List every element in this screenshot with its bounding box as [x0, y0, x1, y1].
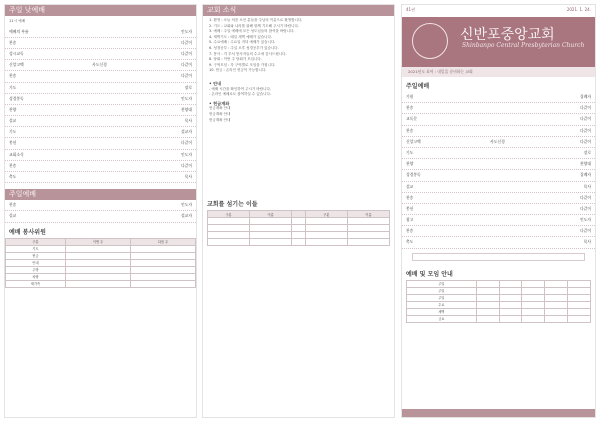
schedule-row	[6, 259, 196, 266]
evening-row-right: 인도자	[180, 202, 192, 208]
liturgy-row-right: 인도자	[180, 28, 192, 34]
meetings-cell	[568, 301, 591, 308]
yearly-theme: 2021년도 표어 : 내일을 준비하는 교회	[402, 67, 595, 77]
servants-cell	[347, 218, 389, 225]
liturgy-row-right: 다같이	[180, 162, 192, 168]
evening-row-right: 설교자	[180, 213, 192, 219]
volume-number: 41권	[406, 7, 415, 12]
worship-row-right: 집례자	[579, 94, 591, 99]
servants-cell	[347, 232, 389, 239]
worship-row-left: 축도	[406, 239, 414, 245]
meetings-cell	[522, 315, 545, 322]
meetings-cell	[568, 315, 591, 322]
schedule-cell	[131, 245, 196, 252]
worship-row-right: 목사	[583, 239, 591, 245]
meetings-cell	[568, 287, 591, 294]
schedule-cell	[131, 252, 196, 259]
evening-row-left: 찬송	[9, 202, 17, 208]
meetings-cell	[545, 287, 568, 294]
worship-row-left: 설교	[406, 183, 414, 189]
servants-cell	[305, 232, 347, 239]
evening-worship-title: 주일예배	[5, 189, 196, 200]
schedule-cell: 기도	[6, 245, 66, 252]
schedule-row	[6, 280, 196, 287]
notice-item: 1. 환영 : 오늘 처음 오신 분들을 주님의 이름으로 환영합니다.	[209, 18, 303, 22]
liturgy-row-right: 다같이	[180, 39, 192, 45]
schedule-header	[6, 238, 196, 245]
worship-title: 주일예배	[406, 83, 430, 90]
meetings-cell	[476, 301, 499, 308]
worship-row-left: 찬송	[406, 228, 414, 234]
liturgy-row-right: 장로	[184, 84, 192, 90]
worship-row-left: 봉헌	[406, 205, 414, 211]
church-name-english: Shinbanpo Central Presbyterian Church	[462, 42, 585, 49]
schedule-cell	[66, 259, 131, 266]
notice-item: 8. 당회 : 이번 주 당회가 모입니다.	[209, 57, 262, 62]
guide-lines	[209, 87, 388, 98]
servants-cell	[208, 232, 250, 239]
liturgy-row-left: 교회소식	[9, 151, 24, 157]
servants-cell	[305, 218, 347, 225]
liturgy-row	[5, 27, 196, 38]
servants-cell	[305, 225, 347, 232]
notice-item: 3. 예배 : 주일 예배에 모든 성도님들의 참석을 바랍니다.	[209, 29, 295, 34]
schedule-cell: 헌금	[6, 252, 66, 259]
notice-item: 5. 수요예배 : 수요일 저녁 예배가 있습니다.	[209, 40, 276, 45]
schedule-header-cell: 구분	[6, 238, 66, 245]
main-worship-title: 주일 낮예배	[5, 5, 196, 16]
servants-header-cell: 구분	[305, 211, 347, 218]
meetings-cell	[499, 315, 522, 322]
meetings-cell	[545, 315, 568, 322]
meetings-cell	[476, 315, 499, 322]
worship-row-left: 찬송	[406, 127, 414, 133]
worship-row-left: 광고	[406, 217, 414, 223]
worship-row-center: 사도신경	[490, 138, 505, 144]
liturgy-row-left: 기도	[9, 129, 17, 135]
worship-row-right: 다같이	[579, 205, 591, 211]
meetings-cell	[522, 294, 545, 301]
meetings-cell	[568, 308, 591, 315]
account-subtitle: • 헌금계좌	[209, 100, 230, 106]
liturgy-row-left: 설교	[9, 118, 17, 124]
church-news-title: 교회 소식	[203, 5, 394, 16]
meetings-cell: 주일	[407, 294, 477, 301]
servants-cell	[208, 218, 250, 225]
servants-row	[208, 225, 390, 232]
worship-row-left: 찬송	[406, 105, 414, 111]
liturgy-row-right: 찬양대	[180, 106, 192, 112]
liturgy-row-right: 인도자	[180, 95, 192, 101]
meetings-cell	[522, 287, 545, 294]
liturgy-row	[5, 71, 196, 82]
meetings-cell: 새벽	[407, 308, 477, 315]
liturgy-row-right: 다같이	[180, 140, 192, 146]
worship-row-right: 다같이	[579, 138, 591, 144]
liturgy-row	[5, 94, 196, 105]
meetings-cell	[568, 280, 591, 287]
worship-row	[402, 148, 595, 159]
liturgy-row	[5, 38, 196, 49]
liturgy-row	[5, 127, 196, 138]
worship-row-left: 성경봉독	[406, 172, 421, 178]
worship-row-right: 다같이	[579, 116, 591, 122]
meetings-cell	[545, 294, 568, 301]
worship-row-left: 교독문	[406, 116, 418, 122]
church-name-korean: 신반포중앙교회	[460, 27, 555, 43]
schedule-header-cell: 이번 주	[66, 238, 131, 245]
liturgy-row	[5, 138, 196, 149]
meetings-cell	[499, 280, 522, 287]
bulletin-panel-left	[4, 4, 197, 418]
meetings-cell: 주일	[407, 287, 477, 294]
worship-row-left: 기도	[406, 149, 414, 155]
account-line: 헌금계좌 안내	[209, 111, 231, 116]
notice-item: 4. 새벽기도 : 매일 새벽 예배가 있습니다.	[209, 34, 273, 39]
notice-item: 9. 구역모임 : 각 구역별로 모임을 가집니다.	[209, 62, 276, 67]
notice-item: 2. 기도 : 교회와 나라를 위해 함께 기도해 주시기 바랍니다.	[209, 23, 300, 28]
liturgy-row	[5, 49, 196, 60]
worship-row	[402, 103, 595, 114]
liturgy-row-right: 다같이	[180, 62, 192, 68]
worship-row-right: 다같이	[579, 228, 591, 234]
liturgy-row-right: 목사	[184, 174, 192, 180]
servants-cell	[292, 218, 306, 225]
servants-cell	[292, 225, 306, 232]
meetings-cell	[476, 308, 499, 315]
scripture-quote	[412, 253, 585, 261]
servants-cell	[292, 232, 306, 239]
liturgy-row	[5, 83, 196, 94]
servants-cell	[347, 239, 389, 246]
liturgy-row	[5, 60, 196, 71]
worship-row	[402, 126, 595, 137]
schedule-cell: 새가족	[6, 280, 66, 287]
cover-header	[402, 7, 595, 67]
worship-row-right: 다같이	[579, 105, 591, 111]
worship-row-right: 인도자	[579, 217, 591, 223]
guide-line: - 예배 시간을 확인하여 주시기 바랍니다.	[209, 86, 272, 91]
liturgy-row	[5, 116, 196, 127]
schedule-cell	[66, 266, 131, 273]
schedule-row	[6, 266, 196, 273]
bulletin-panel-cover	[401, 4, 596, 418]
liturgy-row-left: 기도	[9, 84, 17, 90]
liturgy-row-right: 인도자	[180, 151, 192, 157]
liturgy-row-left: 성시교독	[9, 50, 24, 56]
worship-row-right: 집례자	[579, 172, 591, 178]
liturgy-row-left: 찬송	[9, 162, 17, 168]
meetings-cell	[476, 287, 499, 294]
bulletin-panel-middle	[202, 4, 395, 418]
meetings-cell	[522, 308, 545, 315]
evening-liturgy-list	[5, 200, 196, 222]
meetings-cell	[499, 294, 522, 301]
meetings-row	[407, 287, 591, 294]
liturgy-row-left: 성경봉독	[9, 95, 24, 101]
schedule-cell	[66, 273, 131, 280]
liturgy-row-left: 찬송	[9, 39, 17, 45]
liturgy-row-right: 다같이	[180, 73, 192, 79]
worship-row	[402, 182, 595, 193]
schedule-row	[6, 245, 196, 252]
worship-row	[402, 226, 595, 237]
meetings-row	[407, 301, 591, 308]
meetings-cell: 수요	[407, 301, 477, 308]
worship-row	[402, 204, 595, 215]
meetings-table	[406, 280, 591, 323]
worship-row-left: 찬양	[406, 161, 414, 167]
meetings-cell	[545, 280, 568, 287]
meetings-cell	[499, 301, 522, 308]
worship-row	[402, 137, 595, 148]
worship-row-right: 장로	[583, 149, 591, 155]
church-logo-icon	[412, 23, 448, 59]
servants-cell	[305, 239, 347, 246]
schedule-cell	[66, 245, 131, 252]
servants-cell	[250, 239, 292, 246]
worship-row-left: 신앙고백	[406, 138, 421, 144]
servants-row	[208, 218, 390, 225]
schedule-cell	[131, 259, 196, 266]
notice-item: 7. 봉사 : 각 부서 봉사자들의 수고에 감사드립니다.	[209, 51, 287, 56]
worship-row-left: 찬송	[406, 194, 414, 200]
service-schedule-table	[5, 238, 196, 288]
servants-header-cell: 구분	[208, 211, 250, 218]
account-line: 헌금계좌 안내	[209, 117, 231, 122]
schedule-cell	[131, 273, 196, 280]
worship-row-right: 다같이	[579, 194, 591, 200]
meetings-cell	[522, 280, 545, 287]
worship-row-right: 다같이	[579, 127, 591, 133]
liturgy-row-right: 설교자	[180, 129, 192, 135]
liturgy-row-left: 신앙고백	[9, 62, 24, 68]
servants-row	[208, 232, 390, 239]
church-address-footer	[402, 409, 595, 417]
bulletin-date: 2021. 1. 24.	[566, 7, 591, 12]
cover-liturgy-list	[402, 92, 595, 249]
servants-header-cell	[292, 211, 306, 218]
schedule-title: 예배 봉사위원	[9, 228, 46, 236]
liturgy-row-right: 목사	[184, 118, 192, 124]
worship-row	[402, 92, 595, 103]
servants-row	[208, 239, 390, 246]
meetings-title: 예배 및 모임 안내	[406, 270, 453, 278]
liturgy-row-left: 찬양	[9, 106, 17, 112]
meetings-row	[407, 280, 591, 287]
liturgy-row-left: 예배의 부름	[9, 28, 29, 34]
worship-row	[402, 215, 595, 226]
schedule-row	[6, 273, 196, 280]
guide-subtitle: • 안내	[209, 80, 222, 86]
servants-cell	[208, 225, 250, 232]
schedule-cell	[131, 266, 196, 273]
meetings-cell	[545, 308, 568, 315]
meetings-cell	[476, 294, 499, 301]
liturgy-list	[5, 27, 196, 184]
evening-row	[5, 200, 196, 211]
liturgy-row	[5, 161, 196, 172]
guide-line: - 온라인 예배로도 참여하실 수 있습니다.	[209, 92, 272, 97]
meetings-cell	[545, 301, 568, 308]
notice-item: 6. 성경공부 : 주일 오후 성경공부가 있습니다.	[209, 45, 279, 50]
liturgy-row-left: 찬송	[9, 73, 17, 79]
servants-table	[207, 210, 390, 246]
worship-row	[402, 193, 595, 204]
meetings-row	[407, 315, 591, 322]
schedule-cell	[66, 252, 131, 259]
meetings-cell	[522, 301, 545, 308]
servants-cell	[292, 239, 306, 246]
liturgy-row-left: 봉헌	[9, 140, 17, 146]
worship-row-right: 찬양대	[579, 161, 591, 167]
servants-cell	[208, 239, 250, 246]
meetings-cell: 금요	[407, 315, 477, 322]
worship-row-left: 기원	[406, 94, 414, 99]
account-lines	[209, 106, 388, 123]
schedule-cell: 차량	[6, 273, 66, 280]
worship-row	[402, 237, 595, 248]
liturgy-row-left: 축도	[9, 174, 17, 180]
servants-cell	[250, 225, 292, 232]
meetings-row	[407, 294, 591, 301]
account-line: 헌금계좌 안내	[209, 106, 231, 111]
worship-subtitle: 11시 예배	[9, 19, 26, 23]
servants-cell	[250, 218, 292, 225]
servants-title: 교회를 섬기는 이들	[207, 201, 258, 209]
schedule-cell: 주방	[6, 266, 66, 273]
schedule-cell	[131, 280, 196, 287]
evening-row-left: 설교	[9, 213, 17, 219]
notice-list	[203, 16, 394, 76]
servants-cell	[250, 232, 292, 239]
schedule-cell	[66, 280, 131, 287]
evening-row	[5, 211, 196, 222]
liturgy-row	[5, 150, 196, 161]
servants-cell	[347, 225, 389, 232]
meetings-cell	[499, 287, 522, 294]
servants-header	[208, 211, 390, 218]
meetings-cell: 주일	[407, 280, 477, 287]
liturgy-row-right: 다같이	[180, 50, 192, 56]
worship-row	[402, 170, 595, 181]
servants-header-cell: 이름	[250, 211, 292, 218]
liturgy-row-center: 사도신경	[92, 62, 107, 68]
liturgy-row	[5, 172, 196, 183]
meetings-row	[407, 308, 591, 315]
schedule-header-cell: 다음 주	[131, 238, 196, 245]
meetings-cell	[476, 280, 499, 287]
worship-row	[402, 114, 595, 125]
worship-row-right: 목사	[583, 183, 591, 189]
notice-item: 10. 헌금 : 온라인 헌금이 가능합니다.	[209, 68, 267, 73]
schedule-row	[6, 252, 196, 259]
worship-row	[402, 159, 595, 170]
meetings-cell	[568, 294, 591, 301]
schedule-cell: 안내	[6, 259, 66, 266]
servants-header-cell: 이름	[347, 211, 389, 218]
liturgy-row	[5, 105, 196, 116]
meetings-cell	[499, 308, 522, 315]
